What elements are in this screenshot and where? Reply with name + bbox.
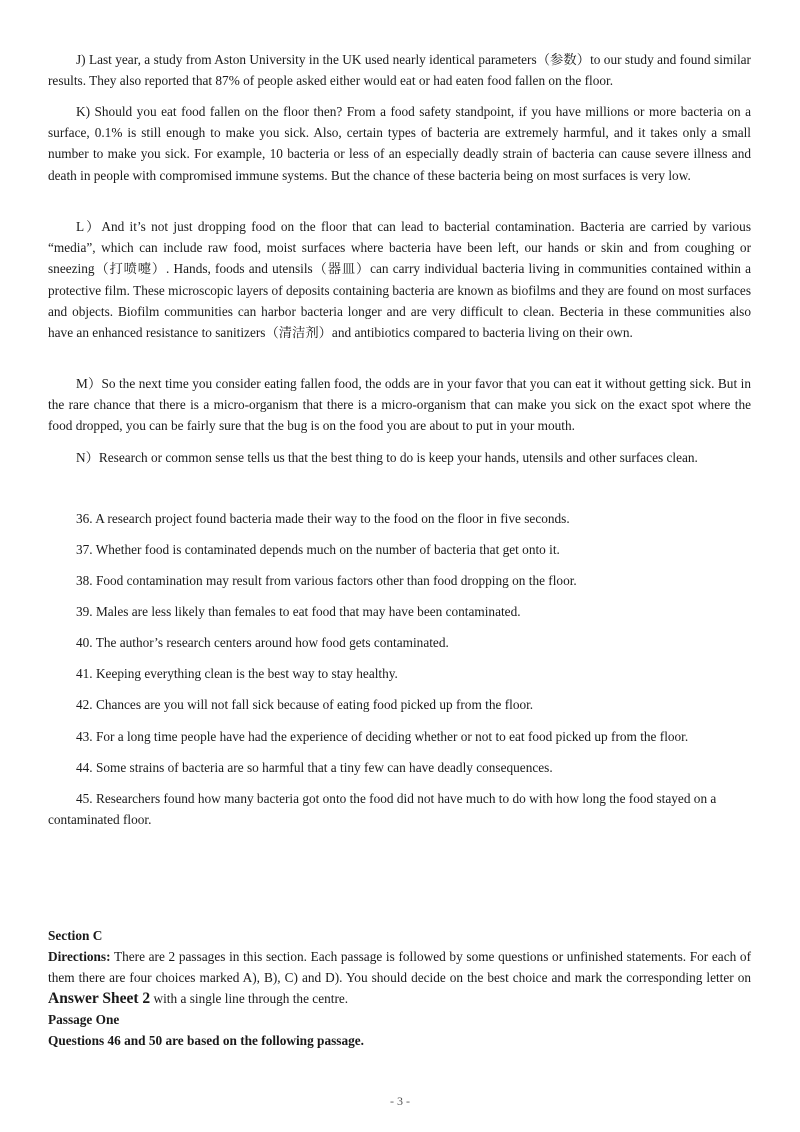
paragraph-l [48,216,751,343]
paragraph-m [48,373,751,437]
question-text: 39. Males are less likely than females to eat food that may have been contaminated. [76,604,521,619]
question-45 [48,788,751,830]
paragraph-n [48,447,751,468]
directions-label: Directions: [48,949,111,964]
question-text: 43. For a long time people have had the experience of deciding whether or not to eat food picked up from the floor. [76,729,689,744]
question-41 [48,663,751,684]
question-text: 38. Food contamination may result from various factors other than food dropping on the floor. [76,573,577,588]
question-42 [48,694,751,715]
paragraph-m-text: M）So the next time you consider eating fallen food, the odds are in your favor that you can eat it without getting sick. But in the rare chance that there is a micro-organism that there is a micro-organism that can make you sick on the exact spot where the food dropped, you can be fairly sure that the bug is on the food you are about to put in your mouth. [48,376,751,434]
passage-title: Passage One [48,1012,120,1027]
question-38 [48,570,751,591]
question-text: 37. Whether food is contaminated depends much on the number of bacteria that get onto it. [76,542,560,557]
question-text: 41. Keeping everything clean is the best way to stay healthy. [76,666,398,681]
paragraph-n-text: N）Research or common sense tells us that the best thing to do is keep your hands, utensils and other surfaces clean. [76,450,698,465]
section-directions [48,946,751,1009]
answer-sheet-label: Answer Sheet 2 [48,990,151,1007]
question-39 [48,601,751,622]
question-44 [48,757,751,778]
passage-intro: Questions 46 and 50 are based on the following passage. [48,1033,364,1048]
directions-text-end: with a single line through the centre. [150,991,349,1006]
paragraph-l-text: L）And it’s not just dropping food on the floor that can lead to bacterial contamination. Bacteria are carried by various “media”, which can include raw food, moist surfaces where bacteria have been left, our hands or skin and from coughing or sneezing（打喷嚏）. Hands, foods and utensils（器皿）can carry individual bacteria living in communities contained within a protective film. These microscopic layers of deposits containing bacteria are known as biofilms and they are found on most surfaces and objects. Biofilm communities can harbor bacteria longer and are very difficult to clean. Becteria in these communities also have an enhanced resistance to sanitizers（清洁剂）and antibiotics compared to bacteria living on their own. [48,219,751,341]
paragraph-j [48,49,751,91]
question-text: 44. Some strains of bacteria are so harmful that a tiny few can have deadly consequences. [76,760,553,775]
question-40 [48,632,751,653]
paragraph-k-text: K) Should you eat food fallen on the floor then? From a food safety standpoint, if you have millions or more bacteria on a surface, 0.1% is still enough to make you sick. Also, certain types of bacteria are extremely harmful, and it takes only a small number to make you sick. For example, 10 bacteria or less of an especially deadly strain of bacteria can cause severe illness and death in people with compromised immune systems. But the chance of these bacteria being on most surfaces is very low. [48,104,751,183]
question-text: 40. The author’s research centers around how food gets contaminated. [76,635,449,650]
section-c [48,925,751,1051]
page-number: - 3 - [390,1094,410,1108]
question-text: 45. Researchers found how many bacteria got onto the food did not have much to do with how long the food stayed on a contaminated floor. [48,791,717,828]
paragraph-k [48,101,751,186]
paragraph-j-text: J) Last year, a study from Aston University in the UK used nearly identical parameters（参数）to our study and found similar results. They also reported that 87% of people asked either would eat or had eaten food fallen on the floor. [48,52,751,89]
question-43 [48,726,751,747]
section-title: Section C [48,928,103,943]
directions-text: There are 2 passages in this section. Each passage is followed by some questions or unfinished statements. For each of them there are four choices marked A), B), C) and D). You should decide on the best choice and mark the corresponding letter on [48,949,751,985]
question-text: 42. Chances are you will not fall sick because of eating food picked up from the floor. [76,697,534,712]
question-text: 36. A research project found bacteria made their way to the food on the floor in five seconds. [76,511,570,526]
question-36 [48,508,751,529]
question-37 [48,539,751,560]
